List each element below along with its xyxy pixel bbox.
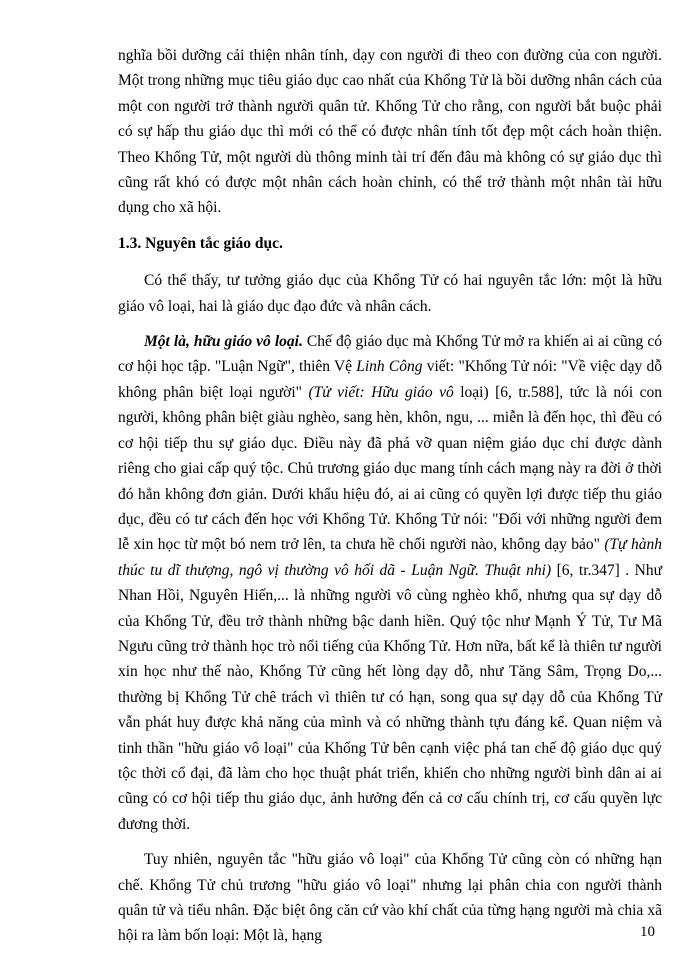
paragraph-3-text-2: viết: "Khổng Tử nói: "Về việc dạy dỗ không phân biệt loại người" [118, 358, 663, 401]
paragraph-3-text-1: Chế độ giáo dục mà Khổng Tử mở ra khiến ai ai cũng có cơ hội học tập. "Luận Ngữ", thiên Vệ [118, 333, 662, 376]
paragraph-1: nghĩa bồi dưỡng cải thiện nhân tính, dạy con người đi theo con đường của con người. Một trong những mục tiêu giáo dục cao nhất của Khổng Tử là bồi dưỡng nhân cách của một con người trở thành người quân tử. Khổng Tử cho rằng, con người bắt buộc phải có sự hấp thu giáo dục thì mới có thể có được nhân tính tốt đẹp một cách hoàn thiện. Theo Khổng Tử, một người dù thông minh tài trí đến đâu mà không có sự giáo dục thì cũng rất khó có được một nhân cách hoàn chỉnh, có thể trở thành một nhân tài hữu dụng cho xã hội. [118, 47, 662, 217]
paragraph-3-text-4: [6, tr.347] . Như Nhan Hồi, Nguyên Hiến,... là những người vô cùng nghèo khổ, nhưng qua sự dạy dỗ của Khổng Tử, đều trở thành những bậc danh hiền. Quý tộc như Mạnh Ý Tử, Tư Mã Ngưu cũng trở thành học trò nổi tiếng của Khổng Tử. Hơn nữa, bất kể là thiên tư người xin học như thế nào, Khổng Tử cũng hết lòng dạy dỗ, như Tăng Sâm, Trọng Do,... thường bị Khổng Tử chê trách vì thiên tư có hạn, song qua sự dạy dỗ của Khổng Tử vẫn phát huy được khả năng của mình và có những thành tựu đáng kể. Quan niệm và tinh thần "hữu giáo vô loại" của Khổng Tử bên cạnh việc phá tan chế độ giáo dục quý tộc thời cổ đại, đã làm cho học thuật phát triển, khiến cho những người bình dân ai ai cũng có cơ hội tiếp thu giáo dục, ảnh hưởng đến cả cơ cấu chính trị, cơ cấu quyền lực đương thời. [118, 561, 662, 833]
body-text [118, 43, 662, 949]
page-number: 10 [640, 924, 655, 940]
paragraph-3-italic-1: Linh Công [356, 358, 423, 376]
paragraph-3-quote-1: (Tử viết: Hữu giáo vô [308, 383, 454, 401]
section-heading: 1.3. Nguyên tắc giáo dục. [118, 234, 283, 252]
paragraph-2: Có thể thấy, tư tưởng giáo dục của Khổng Tử có hai nguyên tắc lớn: một là hữu giáo vô loại, hai là giáo dục đạo đức và nhân cách. [118, 272, 662, 315]
paragraph-3-quote-2: (Tự hành thúc tu dĩ thượng, ngô vị thường vô hối dã - Luận Ngữ. Thuật nhi) [118, 536, 662, 579]
paragraph-3 [118, 329, 662, 837]
paragraph-4: Tuy nhiên, nguyên tắc "hữu giáo vô loại" của Khổng Tử cũng còn có những hạn chế. Khổng Tử chủ trương "hữu giáo vô loại" nhưng lại phân chia con người thành quân tử và tiểu nhân. Đặc biệt ông căn cứ vào khí chất của từng hạng người mà chia xã hội ra làm bốn loại: Một là, hạng [118, 851, 662, 945]
paragraph-3-text-3: loại) [6, tr.588], tức là nói con người, không phân biệt giàu nghèo, sang hèn, khôn, ngu, ... miễn là đến học, thì đều có cơ hội tiếp thu sự giáo dục. Điều này đã phá vỡ quan niệm giáo dục chỉ được dành riêng cho giai cấp quý tộc. Chủ trương giáo dục mang tính cách mạng này ra đời ở thời đó hẳn không đơn giản. Dưới khẩu hiệu đó, ai ai cũng có quyền lợi được tiếp thu giáo dục, đều có tư cách đến học với Khổng Tử. Khổng Tử nói: "Đối với những người đem lễ xin học từ một bó nem trở lên, ta chưa hề chối người nào, không dạy bảo" [118, 383, 662, 554]
paragraph-3-lead: Một là, hữu giáo vô loại. [144, 333, 303, 351]
